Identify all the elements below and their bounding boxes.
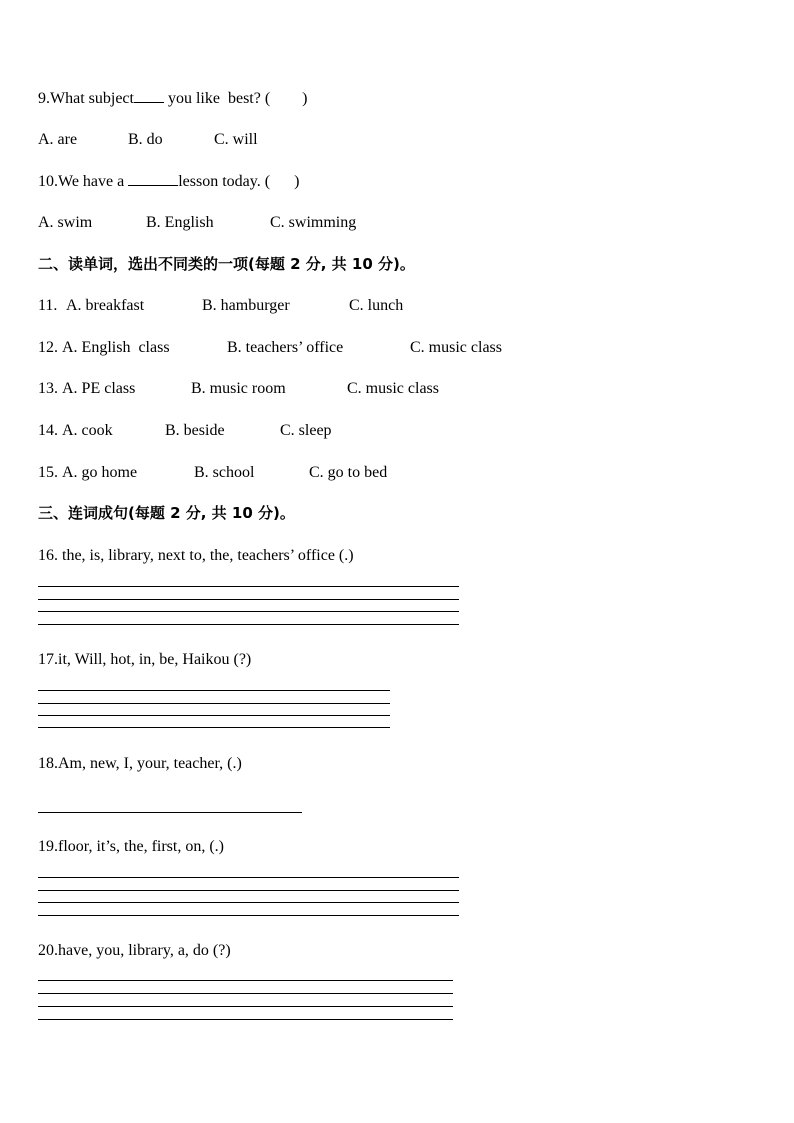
answer-blank[interactable]: [128, 171, 178, 186]
question-11-number: 11.: [38, 297, 62, 314]
answer-line[interactable]: [38, 690, 390, 691]
option-c: C. go to bed: [309, 464, 388, 481]
question-20: 20.have, you, library, a, do (?): [38, 942, 231, 959]
option-a: A. cook: [62, 422, 113, 439]
question-12-number: 12.: [38, 339, 58, 356]
section-2-heading: 二、读单词，选出不同类的一项(每题 2 分, 共 10 分)。: [38, 255, 415, 273]
answer-line[interactable]: [38, 915, 459, 916]
question-15-number: 15.: [38, 464, 58, 481]
question-14-number: 14.: [38, 422, 58, 439]
answer-line[interactable]: [38, 599, 459, 600]
question-10-text-post: lesson today. ( ): [178, 173, 300, 190]
answer-line[interactable]: [38, 727, 390, 728]
answer-line[interactable]: [38, 993, 453, 994]
section-3-heading: 三、连词成句(每题 2 分, 共 10 分)。: [38, 504, 295, 522]
option-c: C. music class: [347, 380, 439, 397]
question-9-text-pre: 9.What subject: [38, 90, 134, 107]
option-c: C. lunch: [349, 297, 404, 314]
question-19: 19.floor, it’s, the, first, on, (.): [38, 838, 224, 855]
option-a: A. go home: [62, 464, 138, 481]
answer-line[interactable]: [38, 1019, 453, 1020]
option-b: B. school: [194, 464, 255, 481]
question-10: [38, 171, 299, 192]
question-16: 16. the, is, library, next to, the, teachers’ office (.): [38, 547, 354, 564]
answer-line[interactable]: [38, 1006, 453, 1007]
question-9-text-post: you like best? ( ): [163, 90, 308, 107]
answer-line[interactable]: [38, 586, 459, 587]
answer-line[interactable]: [38, 812, 302, 813]
option-a: A. PE class: [62, 380, 136, 397]
answer-line[interactable]: [38, 980, 453, 981]
option-b: B. do: [128, 131, 163, 148]
question-17: 17.it, Will, hot, in, be, Haikou (?): [38, 651, 252, 668]
option-c: C. will: [214, 131, 258, 148]
answer-blank[interactable]: [134, 88, 164, 103]
option-c: C. music class: [410, 339, 502, 356]
option-a: A. swim: [38, 214, 93, 231]
answer-line[interactable]: [38, 611, 459, 612]
answer-line[interactable]: [38, 624, 459, 625]
question-9: [38, 88, 308, 109]
option-b: B. beside: [165, 422, 225, 439]
question-13-number: 13.: [38, 380, 58, 397]
option-a: A. English class: [62, 339, 170, 356]
option-c: C. sleep: [280, 422, 332, 439]
option-a: A. are: [38, 131, 78, 148]
option-b: B. hamburger: [202, 297, 290, 314]
option-b: B. teachers’ office: [227, 339, 344, 356]
answer-line[interactable]: [38, 890, 459, 891]
answer-line[interactable]: [38, 715, 390, 716]
option-c: C. swimming: [270, 214, 357, 231]
option-b: B. music room: [191, 380, 286, 397]
answer-line[interactable]: [38, 877, 459, 878]
option-a: A. breakfast: [66, 297, 145, 314]
question-10-text-pre: 10.We have a: [38, 173, 129, 190]
answer-line[interactable]: [38, 902, 459, 903]
question-18: 18.Am, new, I, your, teacher, (.): [38, 755, 242, 772]
option-b: B. English: [146, 214, 214, 231]
answer-line[interactable]: [38, 703, 390, 704]
